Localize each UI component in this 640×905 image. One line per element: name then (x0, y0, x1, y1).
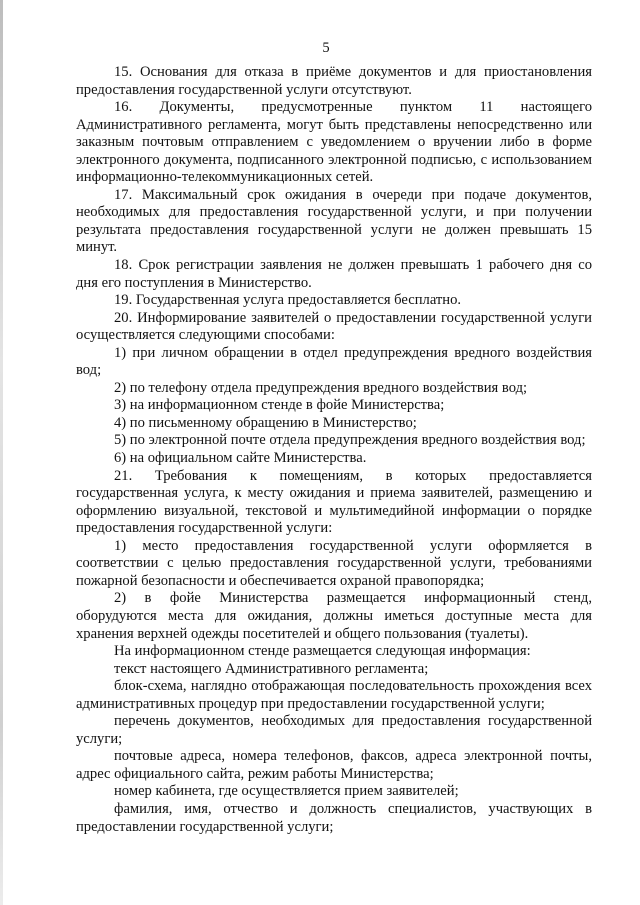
paragraph-18: 18. Срок регистрации заявления не должен превышать 1 рабочего дня со дня его поступления в Министерство. (76, 257, 596, 291)
paragraph-15: 15. Основания для отказа в приёме документов и для приостановления предоставления государственной услуги отсутствуют. (76, 64, 596, 98)
paragraph-17: 17. Максимальный срок ожидания в очереди при подаче документов, необходимых для предоставления государственной услуги, и при получении результата предоставления государственной услуги не должен превышать 15 минут. (76, 186, 596, 256)
list-item-20-1: 1) при личном обращении в отдел предупреждения вредного воздействия вод; (76, 344, 596, 379)
paragraph-20: 20. Информирование заявителей о предоставлении государственной услуги осуществляется следующими способами: (76, 309, 596, 344)
page-number: 5 (322, 40, 330, 56)
info-stand-item: блок-схема, наглядно отображающая последовательность прохождения всех административных процедур при предоставлении государственной услуги; (76, 678, 596, 712)
info-stand-item: номер кабинета, где осуществляется прием заявителей; (114, 783, 459, 800)
paragraph-21: 21. Требования к помещениям, в которых предоставляется государственная услуга, к месту ожидания и приема заявителей, размещению и оформлению визуальной, текстовой и мультимедийной информации о порядке предоставления государственной услуги: (76, 467, 596, 537)
list-item-20-5: 5) по электронной почте отдела предупреждения вредного воздействия вод; (114, 432, 586, 449)
list-item-20-4: 4) по письменному обращению в Министерство; (114, 414, 417, 431)
paragraph-16: 16. Документы, предусмотренные пунктом 11 настоящего Административного регламента, могут быть представлены непосредственно или заказным почтовым отправлением с уведомлением о вручении либо в форме электронного документа, подписанного электронной подписью, с использованием информационно-телекоммуникационных сетей. (76, 99, 596, 186)
info-stand-item: перечень документов, необходимых для предоставления государственной услуги; (76, 713, 596, 747)
list-item-20-3: 3) на информационном стенде в фойе Министерства; (114, 397, 445, 414)
list-item-21-1: 1) место предоставления государственной услуги оформляется в соответствии с целью предоставления государственной услуги, требованиями пожарной безопасности и обеспечивается охраной правопорядка; (76, 537, 596, 589)
list-item-20-2: 2) по телефону отдела предупреждения вредного воздействия вод; (114, 379, 528, 396)
list-item-20-6: 6) на официальном сайте Министерства. (114, 450, 367, 467)
info-stand-item: текст настоящего Административного регламента; (114, 660, 429, 677)
paragraph-19: 19. Государственная услуга предоставляется бесплатно. (114, 292, 462, 309)
list-item-21-2: 2) в фойе Министерства размещается информационный стенд, оборудуются места для ожидания, должны иметься доступные места для хранения верхней одежды посетителей и общего пользования (туалеты). (76, 590, 596, 642)
info-stand-item: фамилия, имя, отчество и должность специалистов, участвующих в предоставлении государственной услуги; (76, 800, 596, 835)
document-body (76, 64, 596, 836)
page-edge-shadow (0, 0, 3, 905)
info-stand-intro: На информационном стенде размещается следующая информация: (114, 643, 531, 660)
info-stand-item: почтовые адреса, номера телефонов, факсов, адреса электронной почты, адрес официального сайта, режим работы Министерства; (76, 748, 596, 782)
